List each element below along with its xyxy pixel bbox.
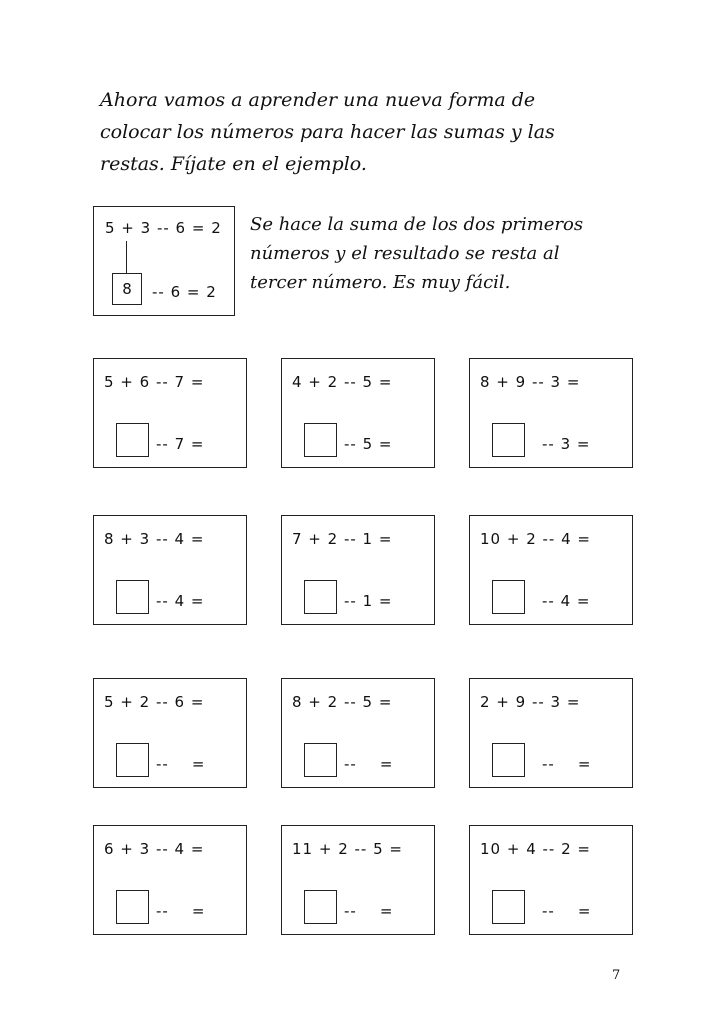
problem-box: [281, 358, 435, 468]
answer-box[interactable]: [492, 580, 525, 614]
problem-subtraction: -- =: [344, 902, 394, 920]
intro-line: colocar los números para hacer las sumas y las: [100, 121, 555, 143]
problem-subtraction: -- 7 =: [156, 435, 205, 453]
problem-subtraction: -- =: [156, 902, 206, 920]
answer-box[interactable]: [116, 423, 149, 457]
problem-box: [281, 678, 435, 788]
answer-box[interactable]: [492, 423, 525, 457]
problem-subtraction: -- 4 =: [542, 592, 591, 610]
example-box: [93, 206, 235, 316]
problem-box: [469, 825, 633, 935]
answer-box[interactable]: [116, 580, 149, 614]
problem-equation: 8 + 3 -- 4 =: [104, 530, 205, 548]
intro-text: [100, 84, 600, 180]
problem-equation: 10 + 2 -- 4 =: [480, 530, 591, 548]
answer-box[interactable]: [116, 890, 149, 924]
page-number: 7: [612, 968, 621, 983]
problem-equation: 11 + 2 -- 5 =: [292, 840, 403, 858]
problem-equation: 5 + 6 -- 7 =: [104, 373, 205, 391]
explanation-line: números y el resultado se resta al: [250, 243, 560, 264]
problem-subtraction: -- 5 =: [344, 435, 393, 453]
problem-subtraction: -- =: [542, 755, 592, 773]
example-connector-line: [126, 241, 127, 273]
problem-subtraction: -- =: [542, 902, 592, 920]
problem-box: [281, 515, 435, 625]
problem-box: [93, 515, 247, 625]
problem-equation: 4 + 2 -- 5 =: [292, 373, 393, 391]
explanation-line: Se hace la suma de los dos primeros: [250, 214, 584, 235]
problem-equation: 8 + 9 -- 3 =: [480, 373, 581, 391]
example-subtraction: -- 6 = 2: [152, 283, 217, 301]
explanation-line: tercer número. Es muy fácil.: [250, 272, 511, 293]
problem-equation: 10 + 4 -- 2 =: [480, 840, 591, 858]
problem-box: [93, 358, 247, 468]
example-answer-box: 8: [112, 273, 142, 305]
explanation-text: [250, 210, 630, 297]
intro-line: restas. Fíjate en el ejemplo.: [100, 153, 367, 175]
problem-equation: 7 + 2 -- 1 =: [292, 530, 393, 548]
problem-subtraction: -- =: [344, 755, 394, 773]
answer-box[interactable]: [492, 743, 525, 777]
answer-box[interactable]: [304, 890, 337, 924]
answer-box[interactable]: [304, 423, 337, 457]
intro-line: Ahora vamos a aprender una nueva forma de: [100, 89, 536, 111]
example-equation: 5 + 3 -- 6 = 2: [105, 219, 222, 237]
answer-box[interactable]: [116, 743, 149, 777]
problem-box: [469, 515, 633, 625]
problem-box: [469, 358, 633, 468]
answer-box[interactable]: [304, 580, 337, 614]
answer-box[interactable]: [492, 890, 525, 924]
problem-box: [93, 825, 247, 935]
problem-subtraction: -- 1 =: [344, 592, 393, 610]
problem-equation: 6 + 3 -- 4 =: [104, 840, 205, 858]
problem-subtraction: -- 4 =: [156, 592, 205, 610]
problem-box: [281, 825, 435, 935]
problem-equation: 2 + 9 -- 3 =: [480, 693, 581, 711]
problem-equation: 8 + 2 -- 5 =: [292, 693, 393, 711]
answer-box[interactable]: [304, 743, 337, 777]
problem-box: [469, 678, 633, 788]
problem-equation: 5 + 2 -- 6 =: [104, 693, 205, 711]
problem-box: [93, 678, 247, 788]
problem-subtraction: -- 3 =: [542, 435, 591, 453]
problem-subtraction: -- =: [156, 755, 206, 773]
